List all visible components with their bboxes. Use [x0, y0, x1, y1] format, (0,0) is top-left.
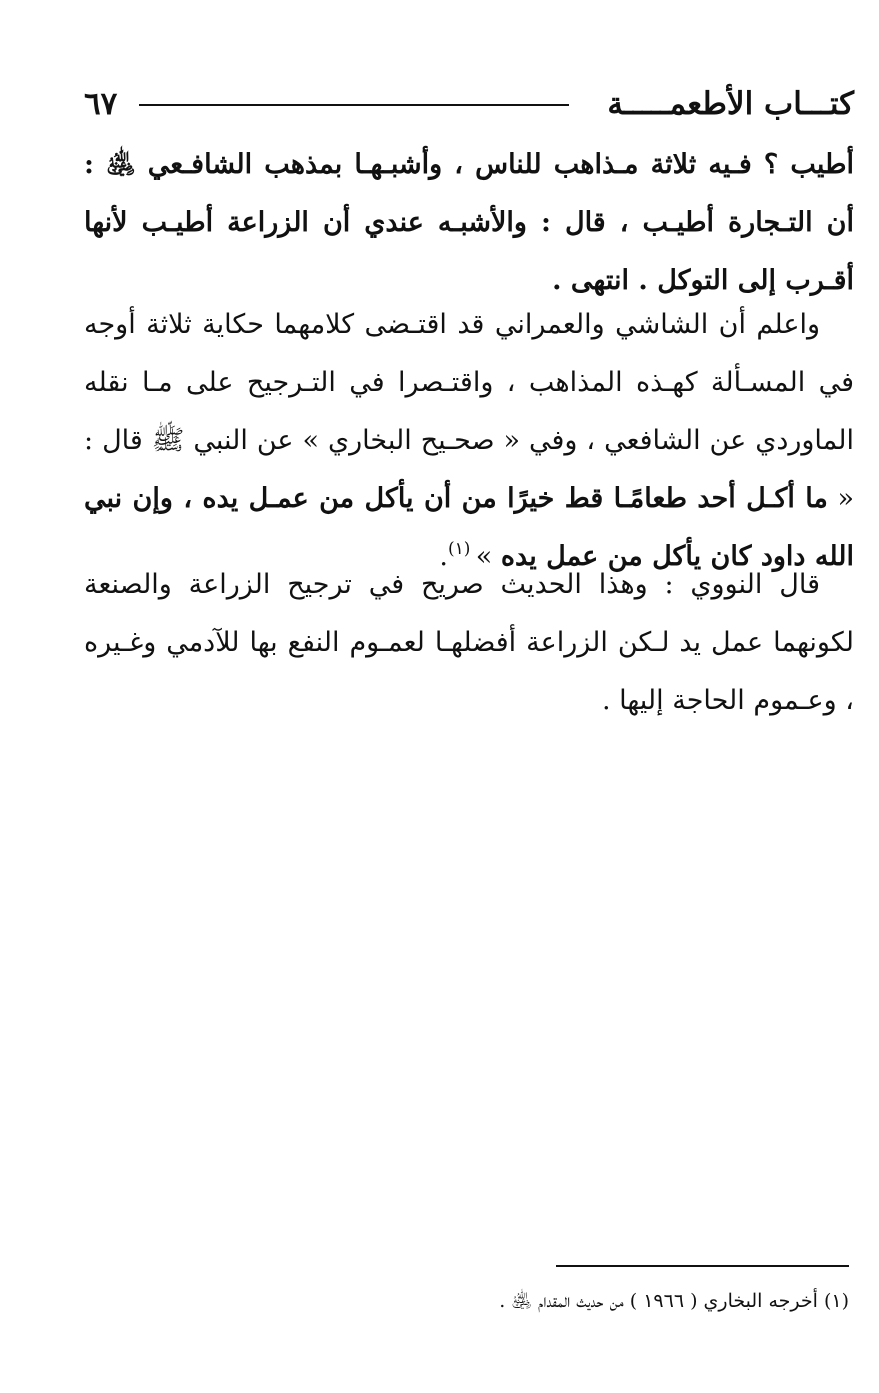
- page-number: ٦٧: [84, 86, 118, 122]
- paragraph-1-text: أطيب ؟ فـيه ثلاثة مـذاهب للناس ، وأشبـهـا بمذهب الشافـعي ﵁ : أن التـجارة أطيـب ، قال : والأشبـه عندي أن الزراعة أطيـب لأنها أقـرب إلى التوكل . انتهى .: [84, 149, 854, 296]
- paragraph-3-text: قال النووي : وهذا الحديث صريح في ترجيح الزراعة والصنعة لكونهما عمل يد لـكن الزراعة أفضلهـا لعمـوم النفع بها للآدمي وغـيره ، وعـموم الحاجة إليها .: [84, 569, 854, 716]
- paragraph-2-end: .: [439, 541, 448, 572]
- paragraph-2: [84, 296, 854, 586]
- closing-quote: »: [475, 541, 501, 572]
- footnote-reference: (١): [447, 539, 476, 559]
- footnote-rule: [556, 1265, 849, 1267]
- hadith-quote: ما أكـل أحد طعامًـا قط خيرًا من أن يأكل من عمـل يده ، وإن نبي الله داود كان يأكل من عمل يده: [84, 483, 854, 572]
- header-rule: [139, 104, 569, 106]
- footnote: (١) أخرجه البخاري ( ١٩٦٦ ) من حديث المقدام ﵁ .: [499, 1290, 849, 1312]
- paragraph-3: [84, 556, 854, 730]
- paragraph-2-intro: واعلم أن الشاشي والعمراني قد اقتـضى كلامهما حكاية ثلاثة أوجه في المسـألة كهـذه المذاهب ، واقتـصرا في التـرجيح على مـا نقله الماوردي عن الشافعي ، وفي « صحـيح البخاري » عن النبي ﷺ قال : «: [84, 309, 854, 514]
- running-header: [84, 82, 854, 126]
- paragraph-1: [84, 136, 854, 310]
- header-title: كتـــاب الأطعمـــــة: [607, 86, 854, 122]
